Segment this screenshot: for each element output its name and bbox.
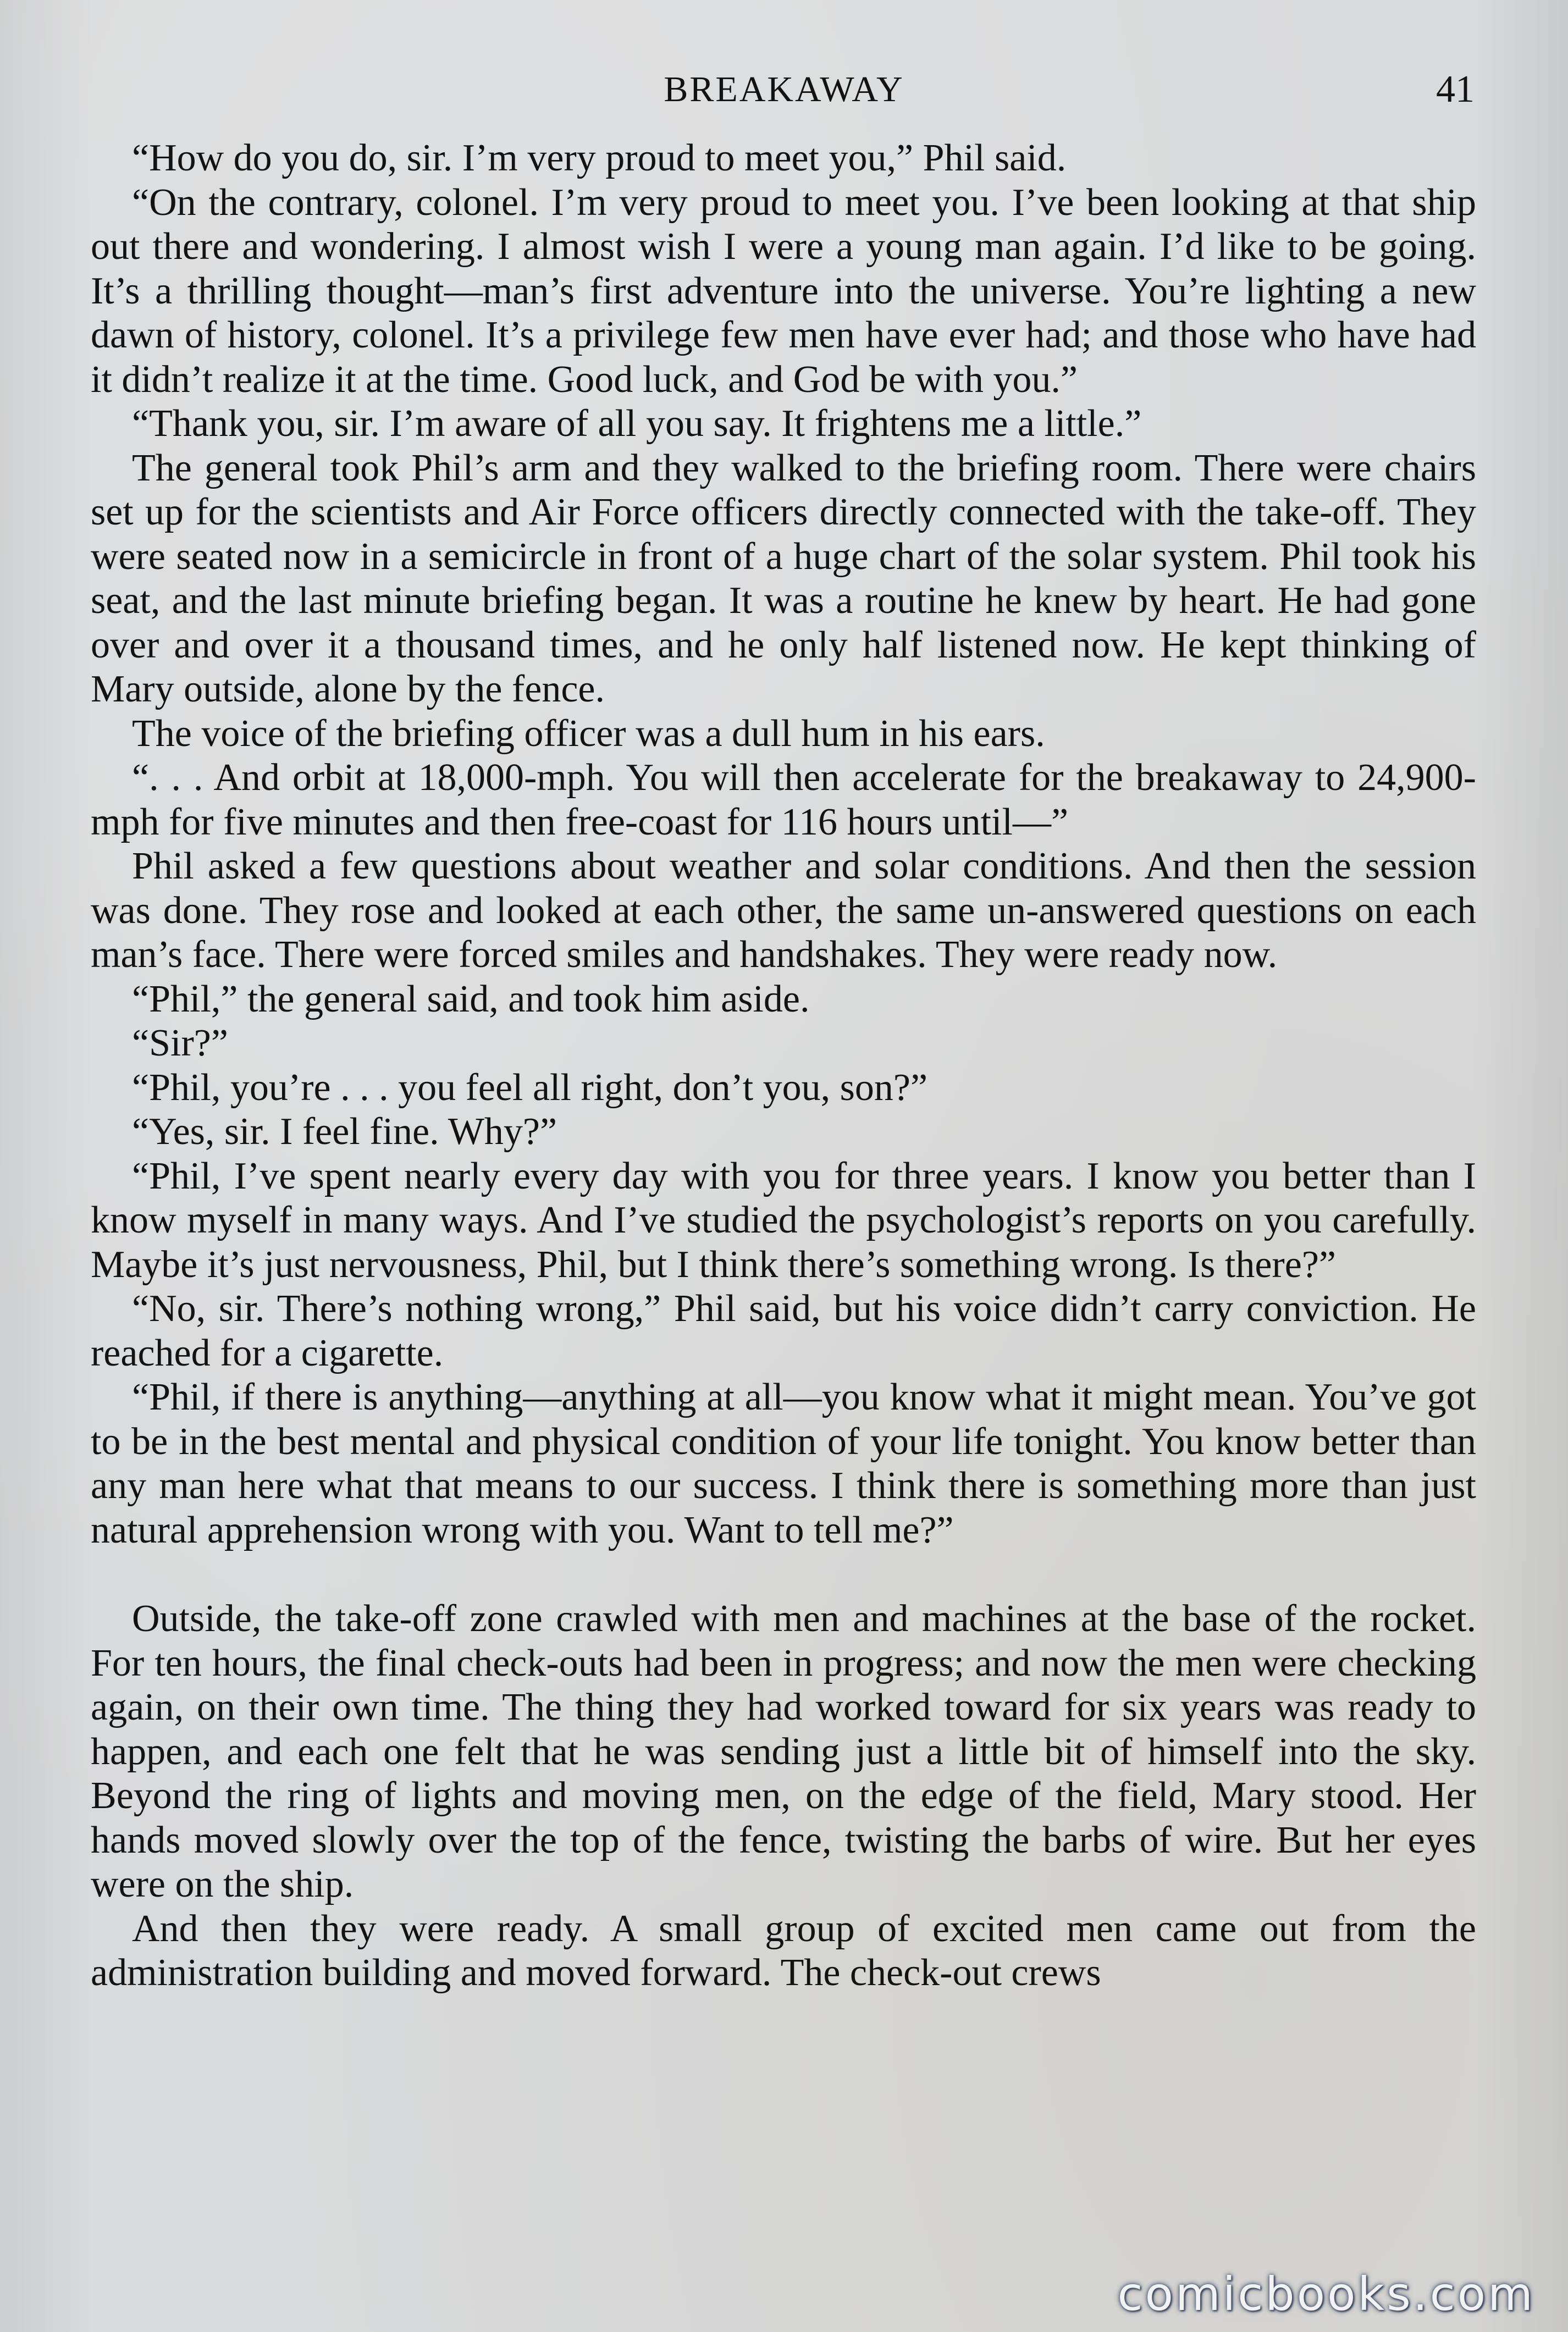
running-head xyxy=(0,65,1568,114)
section-break xyxy=(91,1552,1476,1597)
paragraph: “Phil,” the general said, and took him aside. xyxy=(132,977,810,1020)
paragraph: “No, sir. There’s nothing wrong,” Phil said, but his voice didn’t carry conviction. He reached for a cigarette. xyxy=(91,1287,1476,1374)
paragraph: “Phil, you’re . . . you feel all right, don’t you, son?” xyxy=(132,1066,928,1109)
paragraph: “Phil, I’ve spent nearly every day with you for three years. I know you better than I know myself in many ways. And I’ve studied the psychologist’s reports on you carefully. Maybe it’s just nervousness, Phil, but I think there’s something wrong. Is there?” xyxy=(91,1154,1476,1286)
paragraph: “Phil, if there is anything—anything at all—you know what it might mean. You’ve got to be in the best mental and physical condition of your life tonight. You know better than any man here what that means to our success. I think there is something more than just natural apprehension wrong with you. Want to tell me?” xyxy=(91,1376,1476,1551)
paragraph: “On the contrary, colonel. I’m very proud to meet you. I’ve been looking at that ship out there and wondering. I almost wish I were a young man again. I’d like to be going. It’s a thrilling thought—man’s first adventure into the universe. You’re lighting a new dawn of history, colonel. It’s a privilege few men have ever had; and those who have had it didn’t realize it at the time. Good luck, and God be with you.” xyxy=(91,181,1476,401)
paragraph: “Thank you, sir. I’m aware of all you say. It frightens me a little.” xyxy=(132,402,1142,445)
paragraph: “How do you do, sir. I’m very proud to meet you,” Phil said. xyxy=(132,137,1067,179)
paragraph: Outside, the take-off zone crawled with men and machines at the base of the rocket. For ten hours, the final check-outs had been in progress; and now the men were checking again, on their own time. The thing they had worked toward for six years was ready to happen, and each one felt that he was sending just a little bit of himself into the sky. Beyond the ring of lights and moving men, on the edge of the field, Mary stood. Her hands moved slowly over the top of the fence, twisting the barbs of wire. But her eyes were on the ship. xyxy=(91,1598,1476,1905)
page-number: 41 xyxy=(1436,68,1475,110)
paragraph: The general took Phil’s arm and they walked to the briefing room. There were chairs set up for the scientists and Air Force officers directly connected with the take-off. They were seated now in a semicircle in front of a huge chart of the solar system. Phil took his seat, and the last minute briefing began. It was a routine he knew by heart. He had gone over and over it a thousand times, and he only half listened now. He kept thinking of Mary outside, alone by the fence. xyxy=(91,446,1476,710)
paragraph: “Yes, sir. I feel fine. Why?” xyxy=(132,1110,557,1153)
chapter-title: BREAKAWAY xyxy=(664,69,904,109)
watermark-logo: comicbooks.com xyxy=(1117,2267,1535,2321)
paragraph: “. . . And orbit at 18,000-mph. You will then accelerate for the breakaway to 24,900-mph for five minutes and then free-coast for 116 hours until—” xyxy=(91,756,1476,843)
paragraph: Phil asked a few questions about weather and solar conditions. And then the session was done. They rose and looked at each other, the same un-answered questions on each man’s face. There were forced smiles and handshakes. They were ready now. xyxy=(91,845,1476,976)
paragraph: And then they were ready. A small group of excited men came out from the administration building and moved forward. The check-out crews xyxy=(91,1907,1476,1994)
body-text xyxy=(91,136,1476,1996)
paragraph: “Sir?” xyxy=(132,1022,228,1064)
paragraph: The voice of the briefing officer was a dull hum in his ears. xyxy=(132,712,1045,755)
